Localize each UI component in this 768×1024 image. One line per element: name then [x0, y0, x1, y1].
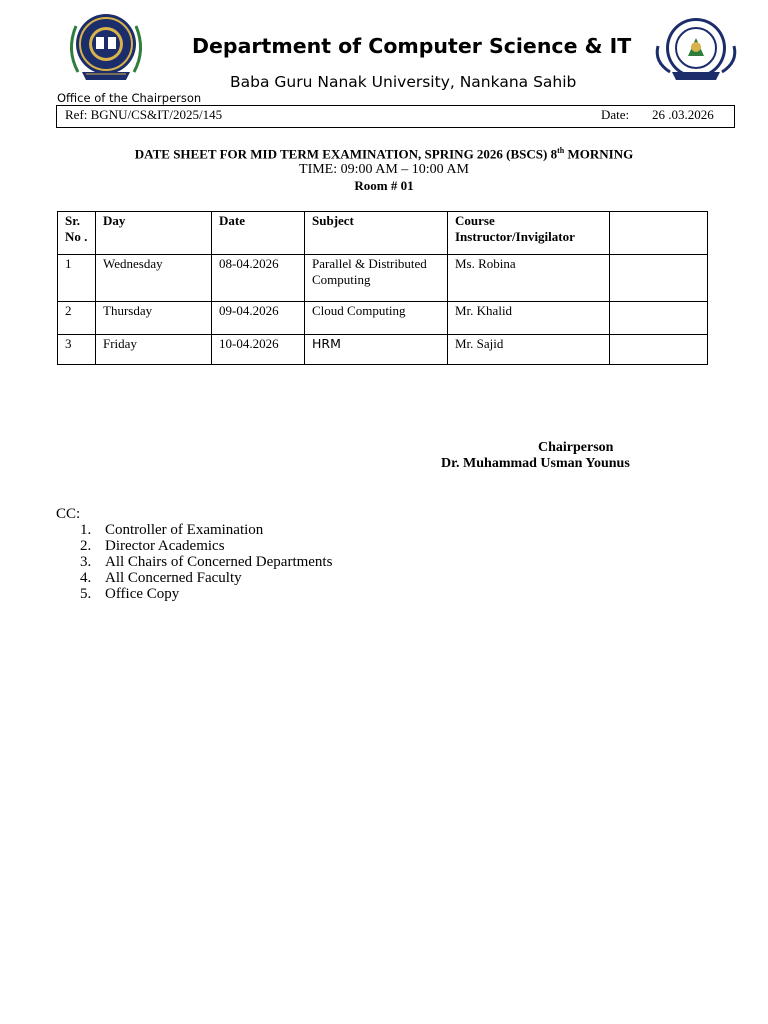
cc-item: 3. All Chairs of Concerned Departments: [80, 554, 333, 570]
office-label: Office of the Chairperson: [57, 91, 202, 105]
cell-blank: [610, 302, 708, 335]
cell-date: 10-04.2026: [212, 335, 305, 365]
department-title: Department of Computer Science & IT: [192, 34, 632, 58]
cell-date: 09-04.2026: [212, 302, 305, 335]
table-header-row: [58, 212, 708, 255]
university-name: Baba Guru Nanak University, Nankana Sahib: [230, 73, 577, 91]
table-row: [58, 302, 708, 335]
room-number: Room # 01: [354, 178, 414, 193]
cc-item: 2. Director Academics: [80, 538, 225, 554]
cell-day: Friday: [96, 335, 212, 365]
cell-sr-no: 1: [58, 255, 96, 302]
reference-box: [56, 105, 735, 128]
cell-blank: [610, 335, 708, 365]
date-label: Date:: [601, 107, 630, 122]
cc-label: CC:: [56, 506, 81, 522]
cc-item: 1. Controller of Examination: [80, 522, 264, 538]
cc-item: 4. All Concerned Faculty: [80, 570, 242, 586]
cell-sr-no: 3: [58, 335, 96, 365]
header-sr-no: Sr. No .: [58, 212, 96, 255]
table-row: [58, 335, 708, 365]
cell-blank: [610, 255, 708, 302]
date-sheet-heading: DATE SHEET FOR MID TERM EXAMINATION, SPRING 2026 (BSCS) 8th MORNING: [134, 146, 634, 162]
reference-number: Ref: BGNU/CS&IT/2025/145: [65, 107, 223, 122]
header-subject: Subject: [305, 212, 448, 255]
cc-list: [80, 522, 332, 602]
cell-date: 08-04.2026: [212, 255, 305, 302]
date-sheet-table: [57, 211, 708, 365]
department-logo: [58, 10, 154, 84]
header-blank: [610, 212, 708, 255]
date-value: 26 .03.2026: [652, 107, 714, 122]
cell-instructor: Mr. Khalid: [448, 302, 610, 335]
cell-subject: HRM: [305, 335, 448, 365]
cell-day: Thursday: [96, 302, 212, 335]
cell-instructor: Mr. Sajid: [448, 335, 610, 365]
cell-day: Wednesday: [96, 255, 212, 302]
header-date: Date: [212, 212, 305, 255]
signature-title: Chairperson: [538, 440, 614, 455]
university-logo: [650, 16, 742, 82]
cc-item: 5. Office Copy: [80, 586, 180, 602]
cell-subject: Cloud Computing: [305, 302, 448, 335]
signature-name: Dr. Muhammad Usman Younus: [441, 456, 630, 471]
header-day: Day: [96, 212, 212, 255]
cell-sr-no: 2: [58, 302, 96, 335]
header-instructor: Course Instructor/Invigilator: [448, 212, 610, 255]
table-row: [58, 255, 708, 302]
cell-subject: Parallel & Distributed Computing: [305, 255, 448, 302]
exam-time: TIME: 09:00 AM – 10:00 AM: [299, 162, 469, 177]
cell-instructor: Ms. Robina: [448, 255, 610, 302]
